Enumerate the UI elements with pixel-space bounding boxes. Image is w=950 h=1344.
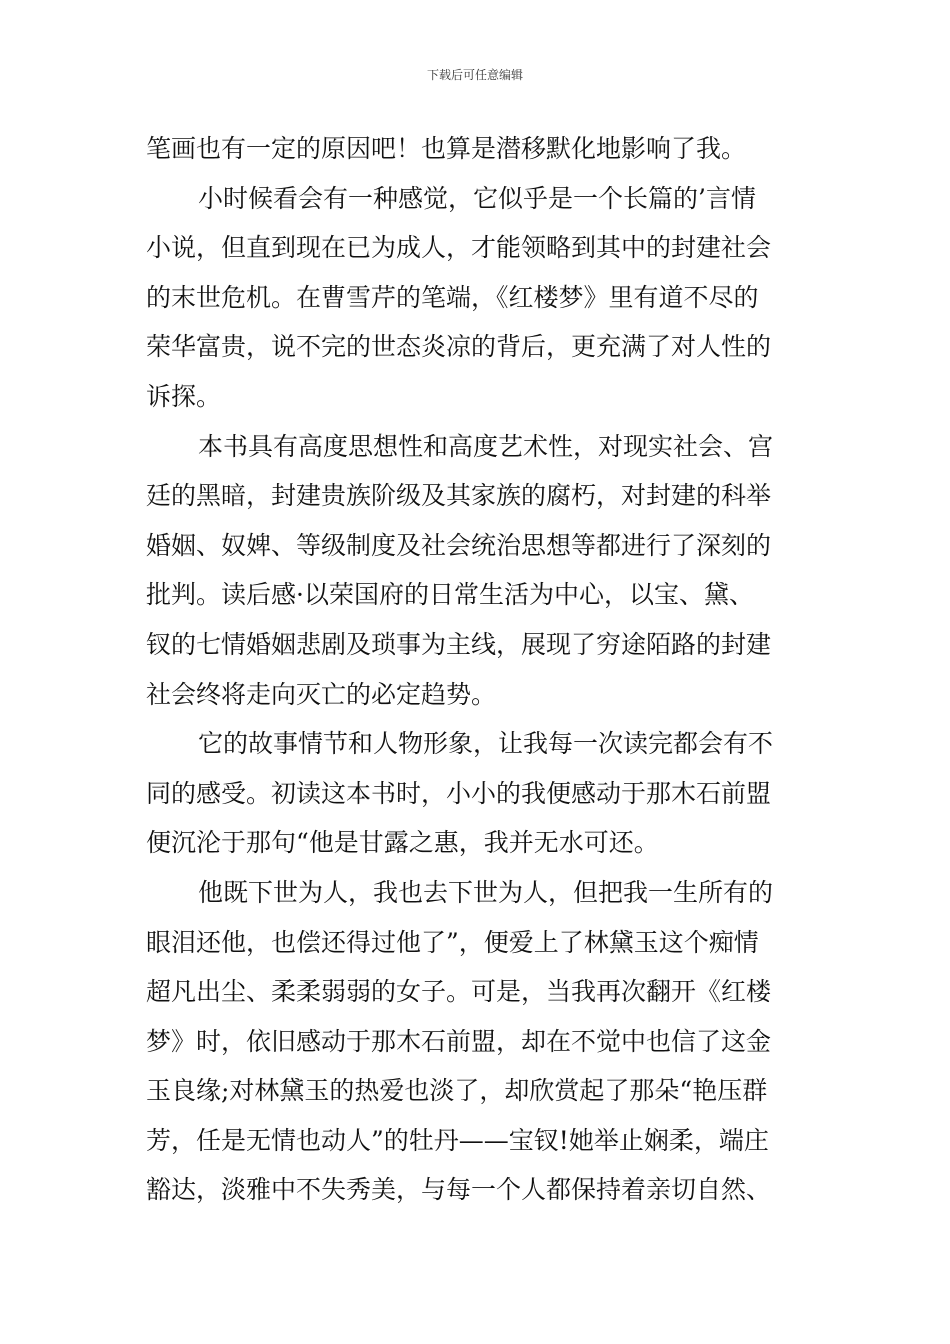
text-line: 荣华富贵，说不完的世态炎凉的背后，更充满了对人性的 <box>146 332 772 362</box>
text-line: 同的感受。初读这本书时，小小的我便感动于那木石前盟 <box>146 778 772 808</box>
text-line: 婚姻、奴婢、等级制度及社会统治思想等都进行了深刻的 <box>146 530 772 560</box>
text-line: 笔画也有一定的原因吧！也算是潜移默化地影响了我。 <box>146 134 747 163</box>
text-line: 钗的七情婚姻悲剧及琐事为主线，展现了穷途陌路的封建 <box>146 629 772 659</box>
text-line: 本书具有高度思想性和高度艺术性，对现实社会、宫 <box>198 431 774 461</box>
text-line: 玉良缘;对林黛玉的热爱也淡了，却欣赏起了那朵“艳压群 <box>146 1076 768 1106</box>
text-line: 芳，任是无情也动人”的牡丹——宝钗!她举止娴柔，端庄 <box>146 1125 769 1155</box>
text-line: 的末世危机。在曹雪芹的笔端，《红楼梦》里有道不尽的 <box>146 282 759 312</box>
text-line: 诉探。 <box>146 381 222 411</box>
text-line: 梦》时，依旧感动于那木石前盟，却在不觉中也信了这金 <box>146 1026 772 1056</box>
text-line: 批判。读后感·以荣国府的日常生活为中心，以宝、黛、 <box>146 580 754 610</box>
page-header: 下载后可任意编辑 <box>426 68 523 82</box>
text-line: 它的故事情节和人物形象，让我每一次读完都会有不 <box>198 729 774 759</box>
text-line: 小说，但直到现在已为成人，才能领略到其中的封建社会 <box>146 233 772 263</box>
text-line: 豁达，淡雅中不失秀美，与每一个人都保持着亲切自然、 <box>146 1175 772 1205</box>
text-line: 小时候看会有一种感觉，它似乎是一个长篇的’言情 <box>198 183 756 213</box>
body-text <box>146 124 806 1215</box>
text-line: 社会终将走向灭亡的必定趋势。 <box>146 679 497 709</box>
text-line: 廷的黑暗，封建贵族阶级及其家族的腐朽，对封建的科举 <box>146 481 772 511</box>
text-line: 眼泪还他，也偿还得过他了”，便爱上了林黛玉这个痴情 <box>146 927 759 957</box>
text-line: 超凡出尘、柔柔弱弱的女子。可是，当我再次翻开《红楼 <box>146 977 772 1007</box>
text-line: 他既下世为人，我也去下世为人，但把我一生所有的 <box>198 877 774 907</box>
text-line: 便沉沦于那句“他是甘露之惠，我并无水可还。 <box>146 828 659 858</box>
